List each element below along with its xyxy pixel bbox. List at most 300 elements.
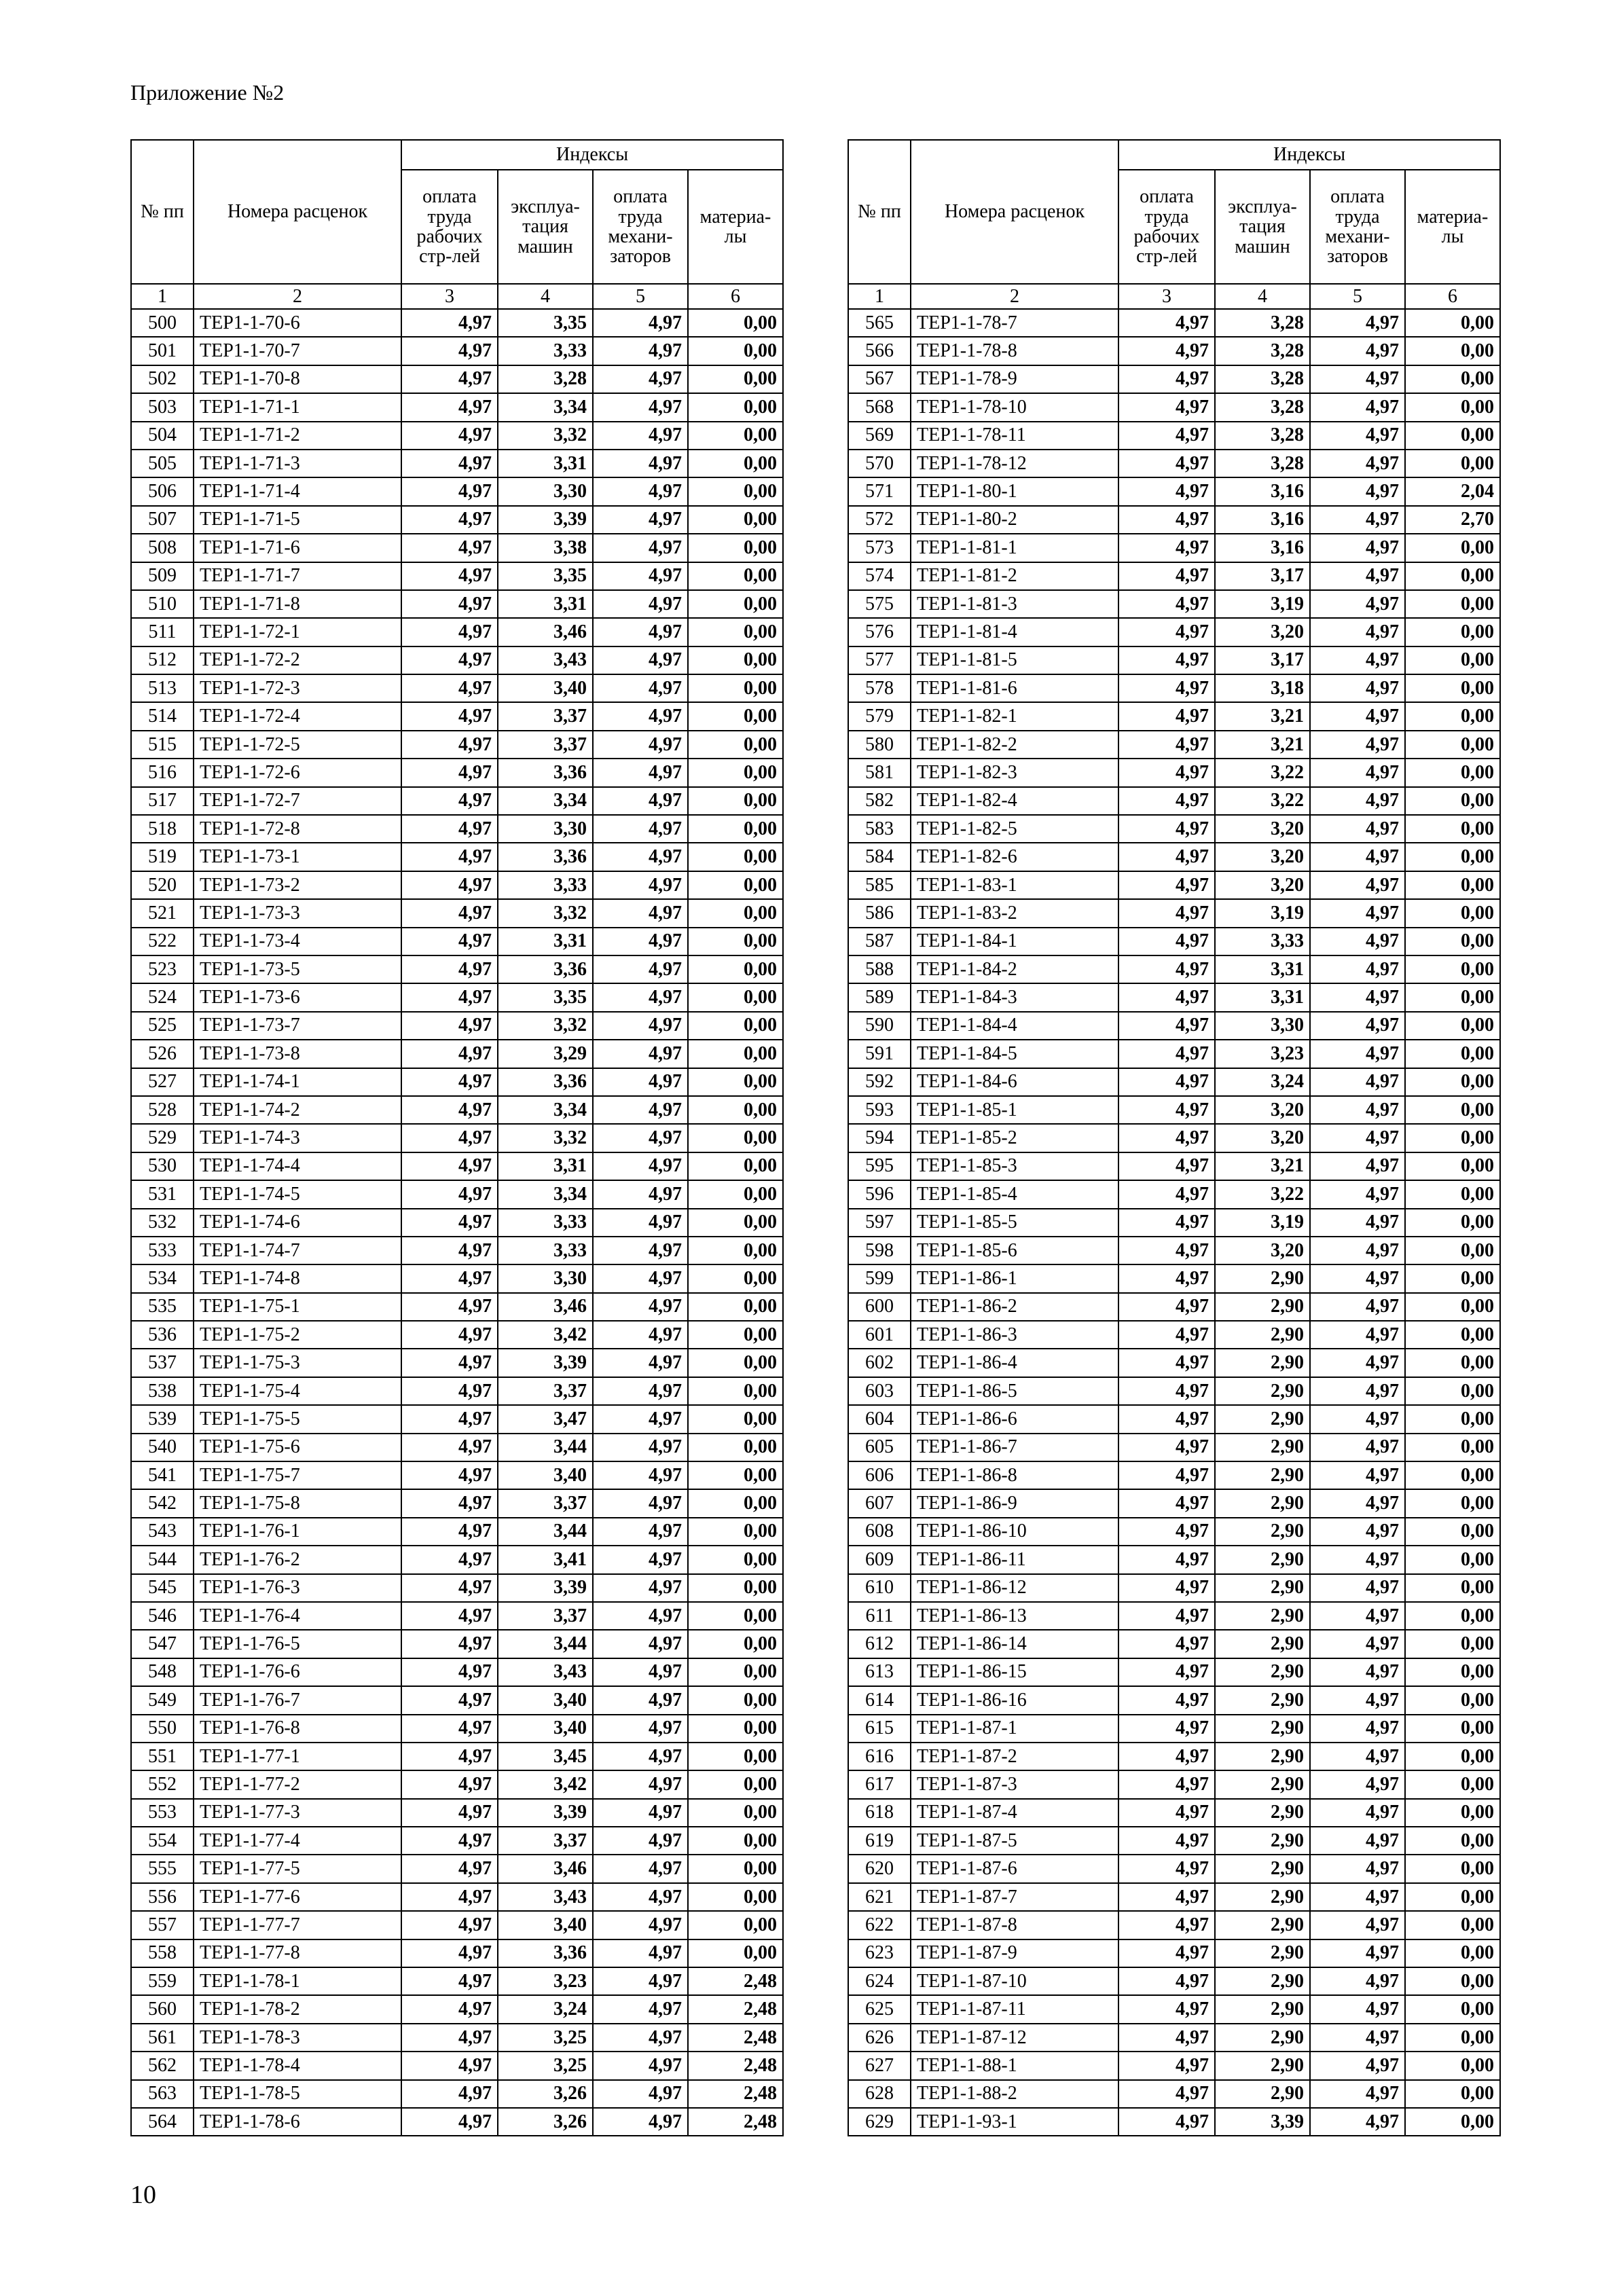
rate-code: ТЕР1-1-85-2: [911, 1124, 1118, 1152]
rate-code: ТЕР1-1-75-4: [194, 1377, 401, 1405]
mech-labor-index: 4,97: [593, 1209, 688, 1237]
rate-code: ТЕР1-1-74-4: [194, 1152, 401, 1180]
row-number: 561: [131, 2024, 194, 2052]
rate-code: ТЕР1-1-81-2: [911, 562, 1118, 590]
mech-labor-index: 4,97: [1310, 1237, 1405, 1264]
machines-index: 3,39: [1215, 2108, 1310, 2136]
machines-index: 3,32: [498, 1012, 593, 1040]
machines-index: 3,34: [498, 393, 593, 421]
machines-index: 3,23: [498, 1967, 593, 1995]
mech-labor-index: 4,97: [593, 1630, 688, 1658]
rate-code: ТЕР1-1-80-1: [911, 477, 1118, 505]
labor-index: 4,97: [1118, 1715, 1215, 1743]
table-row: [848, 731, 1500, 759]
mech-labor-index: 4,97: [593, 1827, 688, 1855]
table-row: [131, 1461, 783, 1489]
labor-index: 4,97: [401, 534, 498, 562]
mech-labor-index: 4,97: [593, 1349, 688, 1377]
materials-index: 0,00: [688, 983, 783, 1011]
rate-code: ТЕР1-1-81-3: [911, 590, 1118, 618]
mech-labor-index: 4,97: [593, 309, 688, 337]
materials-index: 0,00: [1405, 1883, 1500, 1911]
mech-labor-index: 4,97: [1310, 1405, 1405, 1433]
row-number: 519: [131, 843, 194, 871]
materials-index: 0,00: [1405, 450, 1500, 477]
mech-labor-index: 4,97: [593, 983, 688, 1011]
table-row: [848, 2052, 1500, 2079]
machines-index: 3,35: [498, 309, 593, 337]
rate-code: ТЕР1-1-84-6: [911, 1068, 1118, 1096]
machines-index: 3,28: [1215, 337, 1310, 365]
machines-index: 2,90: [1215, 1377, 1310, 1405]
table-row: [131, 674, 783, 702]
labor-index: 4,97: [1118, 702, 1215, 730]
row-number: 504: [131, 422, 194, 450]
machines-index: 3,22: [1215, 1180, 1310, 1208]
colnum: 4: [498, 284, 593, 309]
row-number: 599: [848, 1264, 911, 1292]
machines-index: 3,19: [1215, 1209, 1310, 1237]
row-number: 500: [131, 309, 194, 337]
colnum: 1: [131, 284, 194, 309]
labor-index: 4,97: [401, 955, 498, 983]
labor-index: 4,97: [401, 702, 498, 730]
rate-code: ТЕР1-1-83-1: [911, 871, 1118, 899]
row-number: 593: [848, 1096, 911, 1124]
labor-index: 4,97: [401, 1939, 498, 1967]
materials-index: 0,00: [688, 1293, 783, 1321]
row-number: 602: [848, 1349, 911, 1377]
mech-labor-index: 4,97: [593, 1686, 688, 1714]
row-number: 510: [131, 590, 194, 618]
mech-labor-index: 4,97: [593, 674, 688, 702]
row-number: 597: [848, 1209, 911, 1237]
mech-labor-index: 4,97: [593, 928, 688, 955]
colnum: 4: [1215, 284, 1310, 309]
header-no: № пп: [848, 140, 911, 284]
rate-code: ТЕР1-1-72-5: [194, 731, 401, 759]
table-row: [848, 1715, 1500, 1743]
machines-index: 3,34: [498, 1096, 593, 1124]
table-row: [848, 646, 1500, 674]
labor-index: 4,97: [1118, 1658, 1215, 1686]
rate-code: ТЕР1-1-87-8: [911, 1911, 1118, 1939]
row-number: 530: [131, 1152, 194, 1180]
materials-index: 0,00: [688, 815, 783, 843]
mech-labor-index: 4,97: [593, 787, 688, 815]
mech-labor-index: 4,97: [593, 1096, 688, 1124]
mech-labor-index: 4,97: [1310, 1799, 1405, 1827]
row-number: 577: [848, 646, 911, 674]
materials-index: 0,00: [688, 393, 783, 421]
materials-index: 0,00: [1405, 1686, 1500, 1714]
machines-index: 3,42: [498, 1321, 593, 1349]
materials-index: 0,00: [1405, 815, 1500, 843]
materials-index: 0,00: [688, 1855, 783, 1882]
row-number: 571: [848, 477, 911, 505]
rate-code: ТЕР1-1-87-4: [911, 1799, 1118, 1827]
table-row: [131, 1995, 783, 2023]
materials-index: 0,00: [1405, 1405, 1500, 1433]
materials-index: 2,48: [688, 2024, 783, 2052]
table-header: [848, 140, 1500, 309]
materials-index: 0,00: [688, 618, 783, 646]
row-number: 573: [848, 534, 911, 562]
row-number: 536: [131, 1321, 194, 1349]
colnum: 3: [401, 284, 498, 309]
table-row: [131, 506, 783, 534]
table-row: [848, 1293, 1500, 1321]
materials-index: 0,00: [688, 843, 783, 871]
table-row: [131, 1630, 783, 1658]
machines-index: 3,40: [498, 1715, 593, 1743]
row-number: 613: [848, 1658, 911, 1686]
machines-index: 3,28: [1215, 422, 1310, 450]
row-number: 572: [848, 506, 911, 534]
mech-labor-index: 4,97: [1310, 1686, 1405, 1714]
materials-index: 0,00: [688, 1489, 783, 1517]
table-row: [131, 1264, 783, 1292]
labor-index: 4,97: [1118, 1405, 1215, 1433]
materials-index: 0,00: [1405, 759, 1500, 786]
machines-index: 3,36: [498, 1939, 593, 1967]
labor-index: 4,97: [1118, 1967, 1215, 1995]
row-number: 603: [848, 1377, 911, 1405]
machines-index: 3,20: [1215, 843, 1310, 871]
labor-index: 4,97: [1118, 534, 1215, 562]
materials-index: 0,00: [1405, 1715, 1500, 1743]
machines-index: 3,33: [498, 337, 593, 365]
table-row: [848, 1040, 1500, 1068]
row-number: 540: [131, 1434, 194, 1461]
header-mech-labor: оплата труда механи-заторов: [593, 170, 688, 284]
row-number: 562: [131, 2052, 194, 2079]
table-row: [131, 702, 783, 730]
rate-code: ТЕР1-1-74-2: [194, 1096, 401, 1124]
machines-index: 2,90: [1215, 1799, 1310, 1827]
labor-index: 4,97: [1118, 646, 1215, 674]
rate-code: ТЕР1-1-77-5: [194, 1855, 401, 1882]
labor-index: 4,97: [401, 928, 498, 955]
rate-code: ТЕР1-1-72-4: [194, 702, 401, 730]
labor-index: 4,97: [1118, 899, 1215, 927]
materials-index: 2,70: [1405, 506, 1500, 534]
labor-index: 4,97: [1118, 1068, 1215, 1096]
rate-code: ТЕР1-1-73-8: [194, 1040, 401, 1068]
row-number: 506: [131, 477, 194, 505]
row-number: 521: [131, 899, 194, 927]
materials-index: 0,00: [1405, 1152, 1500, 1180]
materials-index: 0,00: [688, 1377, 783, 1405]
table-row: [848, 1377, 1500, 1405]
rate-code: ТЕР1-1-74-8: [194, 1264, 401, 1292]
materials-index: 0,00: [688, 871, 783, 899]
labor-index: 4,97: [401, 393, 498, 421]
labor-index: 4,97: [401, 450, 498, 477]
machines-index: 3,36: [498, 759, 593, 786]
table-row: [848, 1518, 1500, 1546]
rate-code: ТЕР1-1-75-7: [194, 1461, 401, 1489]
table-row: [848, 365, 1500, 393]
rate-code: ТЕР1-1-81-6: [911, 674, 1118, 702]
table-row: [848, 674, 1500, 702]
rate-code: ТЕР1-1-86-10: [911, 1518, 1118, 1546]
materials-index: 2,48: [688, 2052, 783, 2079]
materials-index: 2,48: [688, 2108, 783, 2136]
table-row: [131, 365, 783, 393]
mech-labor-index: 4,97: [593, 1152, 688, 1180]
machines-index: 2,90: [1215, 1939, 1310, 1967]
table-row: [848, 1686, 1500, 1714]
mech-labor-index: 4,97: [593, 899, 688, 927]
materials-index: 0,00: [688, 955, 783, 983]
rate-code: ТЕР1-1-82-6: [911, 843, 1118, 871]
table-row: [848, 618, 1500, 646]
labor-index: 4,97: [401, 1799, 498, 1827]
labor-index: 4,97: [401, 1180, 498, 1208]
materials-index: 0,00: [688, 1799, 783, 1827]
machines-index: 3,43: [498, 1658, 593, 1686]
mech-labor-index: 4,97: [1310, 646, 1405, 674]
mech-labor-index: 4,97: [593, 1377, 688, 1405]
mech-labor-index: 4,97: [1310, 1096, 1405, 1124]
mech-labor-index: 4,97: [593, 1124, 688, 1152]
colnum: 5: [593, 284, 688, 309]
row-number: 503: [131, 393, 194, 421]
index-table-left: [130, 139, 784, 2136]
table-row: [131, 1405, 783, 1433]
row-number: 601: [848, 1321, 911, 1349]
machines-index: 3,37: [498, 731, 593, 759]
labor-index: 4,97: [401, 1911, 498, 1939]
machines-index: 2,90: [1215, 1911, 1310, 1939]
machines-index: 2,90: [1215, 1293, 1310, 1321]
table-row: [848, 2024, 1500, 2052]
machines-index: 3,40: [498, 1911, 593, 1939]
rate-code: ТЕР1-1-78-12: [911, 450, 1118, 477]
labor-index: 4,97: [1118, 2108, 1215, 2136]
labor-index: 4,97: [401, 1012, 498, 1040]
rate-code: ТЕР1-1-81-4: [911, 618, 1118, 646]
row-number: 518: [131, 815, 194, 843]
materials-index: 0,00: [688, 1715, 783, 1743]
rate-code: ТЕР1-1-72-3: [194, 674, 401, 702]
mech-labor-index: 4,97: [1310, 1995, 1405, 2023]
machines-index: 3,16: [1215, 534, 1310, 562]
row-number: 560: [131, 1995, 194, 2023]
mech-labor-index: 4,97: [593, 1574, 688, 1602]
machines-index: 2,90: [1215, 1715, 1310, 1743]
labor-index: 4,97: [401, 2108, 498, 2136]
materials-index: 0,00: [1405, 646, 1500, 674]
materials-index: 0,00: [1405, 1546, 1500, 1573]
rate-code: ТЕР1-1-86-4: [911, 1349, 1118, 1377]
header-labor: оплата труда рабочих стр-лей: [1118, 170, 1215, 284]
table-row: [131, 1012, 783, 1040]
mech-labor-index: 4,97: [1310, 477, 1405, 505]
rate-code: ТЕР1-1-76-7: [194, 1686, 401, 1714]
machines-index: 3,47: [498, 1405, 593, 1433]
machines-index: 2,90: [1215, 1321, 1310, 1349]
rate-code: ТЕР1-1-86-6: [911, 1405, 1118, 1433]
labor-index: 4,97: [1118, 562, 1215, 590]
labor-index: 4,97: [401, 1461, 498, 1489]
materials-index: 0,00: [688, 1434, 783, 1461]
row-number: 565: [848, 309, 911, 337]
machines-index: 3,33: [498, 1237, 593, 1264]
materials-index: 0,00: [1405, 2108, 1500, 2136]
table-row: [848, 450, 1500, 477]
materials-index: 0,00: [688, 590, 783, 618]
rate-code: ТЕР1-1-82-1: [911, 702, 1118, 730]
materials-index: 0,00: [688, 759, 783, 786]
machines-index: 3,20: [1215, 1237, 1310, 1264]
row-number: 549: [131, 1686, 194, 1714]
machines-index: 3,31: [498, 450, 593, 477]
materials-index: 0,00: [1405, 674, 1500, 702]
materials-index: 0,00: [688, 646, 783, 674]
rate-code: ТЕР1-1-88-2: [911, 2080, 1118, 2108]
mech-labor-index: 4,97: [593, 393, 688, 421]
mech-labor-index: 4,97: [1310, 1827, 1405, 1855]
mech-labor-index: 4,97: [1310, 2024, 1405, 2052]
table-row: [848, 928, 1500, 955]
rate-code: ТЕР1-1-83-2: [911, 899, 1118, 927]
row-number: 523: [131, 955, 194, 983]
table-row: [131, 1743, 783, 1770]
machines-index: 2,90: [1215, 2080, 1310, 2108]
machines-index: 3,28: [498, 365, 593, 393]
rate-code: ТЕР1-1-84-1: [911, 928, 1118, 955]
machines-index: 3,31: [498, 590, 593, 618]
table-row: [131, 309, 783, 337]
mech-labor-index: 4,97: [1310, 759, 1405, 786]
materials-index: 0,00: [1405, 1995, 1500, 2023]
row-number: 533: [131, 1237, 194, 1264]
mech-labor-index: 4,97: [1310, 1040, 1405, 1068]
machines-index: 3,39: [498, 1349, 593, 1377]
rate-code: ТЕР1-1-78-2: [194, 1995, 401, 2023]
table-row: [848, 1434, 1500, 1461]
materials-index: 0,00: [688, 1461, 783, 1489]
machines-index: 3,31: [498, 928, 593, 955]
mech-labor-index: 4,97: [1310, 1321, 1405, 1349]
rate-code: ТЕР1-1-88-1: [911, 2052, 1118, 2079]
mech-labor-index: 4,97: [593, 1855, 688, 1882]
rate-code: ТЕР1-1-78-5: [194, 2080, 401, 2108]
materials-index: 0,00: [688, 1602, 783, 1630]
materials-index: 0,00: [1405, 393, 1500, 421]
table-row: [131, 1180, 783, 1208]
mech-labor-index: 4,97: [1310, 506, 1405, 534]
rate-code: ТЕР1-1-86-9: [911, 1489, 1118, 1517]
labor-index: 4,97: [1118, 506, 1215, 534]
machines-index: 3,30: [498, 1264, 593, 1292]
machines-index: 3,43: [498, 646, 593, 674]
table-row: [848, 1349, 1500, 1377]
mech-labor-index: 4,97: [1310, 1180, 1405, 1208]
machines-index: 3,46: [498, 1855, 593, 1882]
row-number: 586: [848, 899, 911, 927]
labor-index: 4,97: [1118, 1827, 1215, 1855]
materials-index: 0,00: [1405, 422, 1500, 450]
row-number: 611: [848, 1602, 911, 1630]
materials-index: 0,00: [688, 674, 783, 702]
rate-code: ТЕР1-1-87-10: [911, 1967, 1118, 1995]
machines-index: 3,36: [498, 1068, 593, 1096]
row-number: 618: [848, 1799, 911, 1827]
machines-index: 3,20: [1215, 618, 1310, 646]
machines-index: 2,90: [1215, 1602, 1310, 1630]
labor-index: 4,97: [401, 2052, 498, 2079]
labor-index: 4,97: [1118, 674, 1215, 702]
table-row: [131, 871, 783, 899]
rate-code: ТЕР1-1-78-10: [911, 393, 1118, 421]
row-number: 591: [848, 1040, 911, 1068]
mech-labor-index: 4,97: [1310, 1630, 1405, 1658]
labor-index: 4,97: [1118, 1293, 1215, 1321]
machines-index: 3,16: [1215, 477, 1310, 505]
materials-index: 0,00: [688, 1883, 783, 1911]
mech-labor-index: 4,97: [593, 590, 688, 618]
table-row: [131, 1770, 783, 1798]
row-number: 539: [131, 1405, 194, 1433]
labor-index: 4,97: [1118, 1855, 1215, 1882]
machines-index: 3,32: [498, 899, 593, 927]
labor-index: 4,97: [401, 1152, 498, 1180]
machines-index: 3,16: [1215, 506, 1310, 534]
labor-index: 4,97: [401, 562, 498, 590]
table-row: [848, 1546, 1500, 1573]
row-number: 524: [131, 983, 194, 1011]
table-row: [131, 562, 783, 590]
labor-index: 4,97: [1118, 731, 1215, 759]
materials-index: 0,00: [1405, 562, 1500, 590]
labor-index: 4,97: [1118, 1995, 1215, 2023]
materials-index: 0,00: [1405, 955, 1500, 983]
rate-code: ТЕР1-1-85-3: [911, 1152, 1118, 1180]
row-number: 592: [848, 1068, 911, 1096]
mech-labor-index: 4,97: [593, 1658, 688, 1686]
table-row: [848, 1911, 1500, 1939]
table-row: [848, 422, 1500, 450]
rate-code: ТЕР1-1-84-2: [911, 955, 1118, 983]
labor-index: 4,97: [401, 1237, 498, 1264]
machines-index: 3,40: [498, 1686, 593, 1714]
machines-index: 3,32: [498, 422, 593, 450]
labor-index: 4,97: [1118, 1574, 1215, 1602]
rate-code: ТЕР1-1-74-5: [194, 1180, 401, 1208]
rate-code: ТЕР1-1-80-2: [911, 506, 1118, 534]
materials-index: 0,00: [1405, 731, 1500, 759]
rate-code: ТЕР1-1-76-6: [194, 1658, 401, 1686]
mech-labor-index: 4,97: [1310, 1349, 1405, 1377]
row-number: 580: [848, 731, 911, 759]
colnum: 6: [1405, 284, 1500, 309]
rate-code: ТЕР1-1-77-4: [194, 1827, 401, 1855]
mech-labor-index: 4,97: [593, 1770, 688, 1798]
table-row: [131, 759, 783, 786]
machines-index: 3,19: [1215, 590, 1310, 618]
mech-labor-index: 4,97: [593, 1068, 688, 1096]
labor-index: 4,97: [1118, 815, 1215, 843]
rate-code: ТЕР1-1-76-5: [194, 1630, 401, 1658]
materials-index: 0,00: [688, 787, 783, 815]
table-row: [848, 393, 1500, 421]
table-row: [848, 1967, 1500, 1995]
row-number: 514: [131, 702, 194, 730]
table-row: [848, 1180, 1500, 1208]
